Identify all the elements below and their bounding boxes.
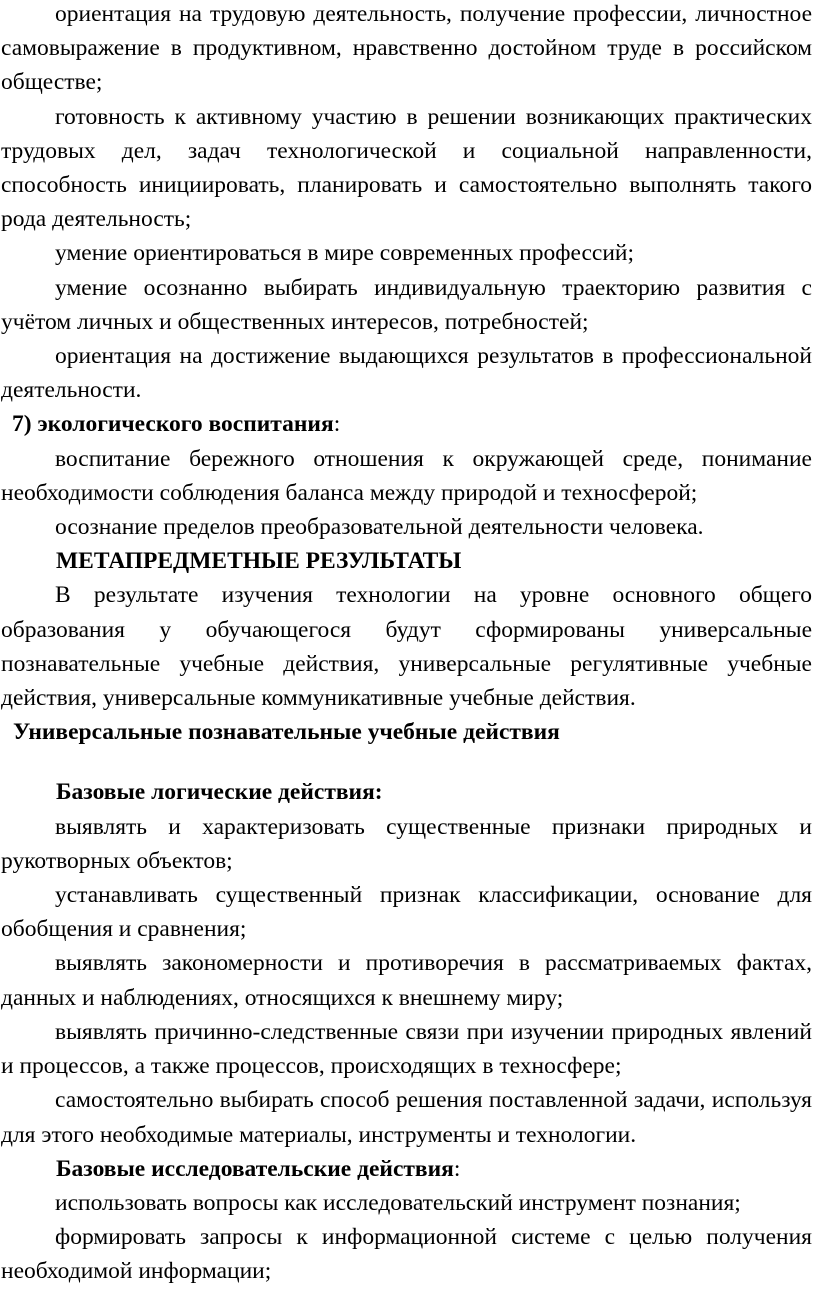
paragraph-eco-care: воспитание бережного отношения к окружающей среде, понимание необходимости соблюдения баланса между природой и техносферой; <box>1 445 812 506</box>
research-actions-heading-colon: : <box>453 1155 461 1182</box>
paragraph-labor-orientation: ориентация на трудовую деятельность, получение профессии, личностное самовыражение в продуктивном, нравственно достойном труде в российском обществе; <box>1 1 812 96</box>
logic-actions-heading: Базовые логические действия: <box>56 779 383 806</box>
meta-results-heading: МЕТАПРЕДМЕТНЫЕ РЕЗУЛЬТАТЫ <box>56 548 462 575</box>
research-item: использовать вопросы как исследовательский инструмент познания; <box>55 1189 741 1216</box>
paragraph-achievement: ориентация на достижение выдающихся результатов в профессиональной деятельности. <box>1 343 812 404</box>
logic-item: выявлять закономерности и противоречия в рассматриваемых фактах, данных и наблюдениях, относящихся к внешнему миру; <box>1 950 812 1011</box>
paragraph-meta-intro: В результате изучения технологии на уровне основного общего образования у обучающегося будут сформированы универсальные познавательные учебные действия, универсальные регулятивные учебные действия, универсальные коммуникативные учебные действия. <box>1 582 812 712</box>
logic-item: выявлять и характеризовать существенные признаки природных и рукотворных объектов; <box>1 813 812 874</box>
logic-item: выявлять причинно-следственные связи при изучении природных явлений и процессов, а также процессов, происходящих в техносфере; <box>1 1018 812 1080</box>
logic-item: самостоятельно выбирать способ решения поставленной задачи, используя для этого необходимые материалы, инструменты и технологии. <box>1 1087 812 1148</box>
logic-item: устанавливать существенный признак классификации, основание для обобщения и сравнения; <box>1 882 812 943</box>
paragraph-readiness: готовность к активному участию в решении возникающих практических трудовых дел, задач технологической и социальной направленности, способность инициировать, планировать и самостоятельно выполнять такого рода деятельность; <box>1 103 812 233</box>
research-item: формировать запросы к информационной системе с целью получения необходимой информации; <box>1 1224 812 1285</box>
section-heading-ecology <box>1 407 812 441</box>
universal-actions-heading: Универсальные познавательные учебные действия <box>13 719 560 746</box>
research-actions-heading <box>1 1152 812 1186</box>
research-actions-heading-title: Базовые исследовательские действия <box>56 1155 454 1182</box>
paragraph-trajectory: умение осознанно выбирать индивидуальную траекторию развития с учётом личных и общественных интересов, потребностей; <box>1 274 812 335</box>
paragraph-professions: умение ориентироваться в мире современных профессий; <box>55 240 634 267</box>
paragraph-eco-limits: осознание пределов преобразовательной деятельности человека. <box>55 514 704 541</box>
section-heading-ecology-title: 7) экологического воспитания <box>12 411 334 438</box>
section-heading-ecology-colon: : <box>333 411 341 438</box>
spacer <box>1 749 812 775</box>
